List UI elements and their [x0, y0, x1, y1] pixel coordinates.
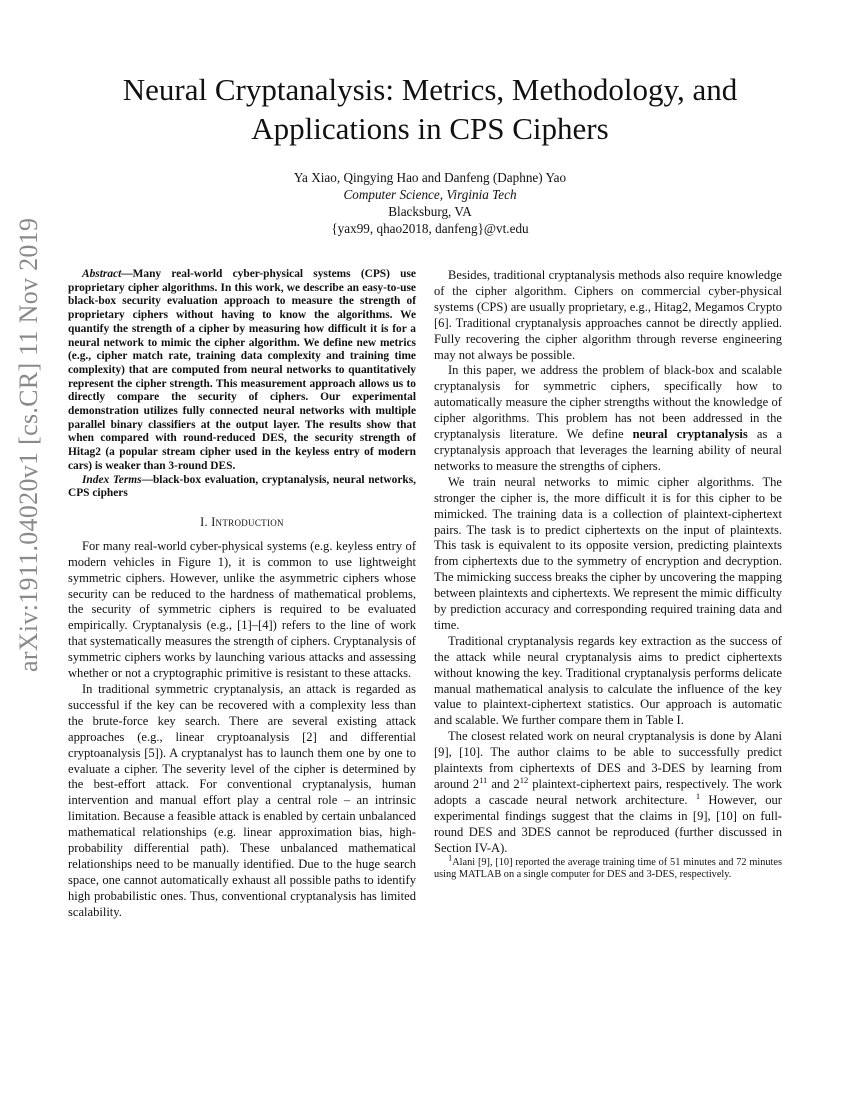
section-title: Introduction [211, 514, 284, 529]
author-block [200, 169, 660, 237]
affiliation: Computer Science, Virginia Tech [343, 187, 517, 202]
author-names: Ya Xiao, Qingying Hao and Danfeng (Daphne) Yao [293, 170, 567, 185]
footnote-ref[interactable]: 1 [695, 790, 701, 801]
neural-cryptanalysis-term: neural cryptanalysis [632, 427, 748, 442]
right-paragraph-4: Traditional cryptanalysis regards key extraction as the success of the attack while neural cryptanalysis aims to predict ciphertexts without knowing the key. Traditional cryptanalysis performs delicate manual mathematical analysis to calculate the influence of the key value to plaintext-ciphertext statistics. Our approach is automatic and scalable. We further compare them in Table I. [434, 633, 782, 728]
paper-title [70, 70, 790, 148]
p5-text-b: plaintext-ciphertext pairs, respectively. The work adopts a cascade neural network architecture. [434, 777, 782, 807]
index-terms-label: Index Terms [82, 473, 142, 486]
exponent-11: 11 [479, 774, 488, 785]
footnote-text: Alani [9], [10] reported the average training time of 51 minutes and 72 minutes using MATLAB on a single computer for DES and 3-DES, respectively. [434, 856, 782, 880]
right-paragraph-3: We train neural networks to mimic cipher algorithms. The stronger the cipher is, the more difficult it is for this cipher to be mimicked. The training data is a collection of plaintext-ciphertext pairs. The task is to predict ciphertexts on the input of plaintexts. This task is equivalent to its opposite version, predicting plaintexts from ciphertexts due to the symmetry of encryption and decryption. The mimicking success breaks the cipher by uncovering the mapping between plaintexts and ciphertexts. We represent the mimic difficulty by prediction accuracy and corresponding required training data and time. [434, 474, 782, 632]
section-heading [68, 515, 416, 531]
abstract-label: Abstract [82, 268, 122, 280]
footnote [434, 852, 782, 881]
title-line-2: Applications in CPS Ciphers [251, 111, 609, 146]
right-paragraph-5 [434, 729, 782, 856]
location: Blacksburg, VA [388, 204, 472, 219]
p5-text-mid: and 2 [487, 777, 520, 791]
right-paragraph-2 [434, 363, 782, 474]
exponent-12: 12 [519, 774, 529, 785]
emails: {yax99, qhao2018, danfeng}@vt.edu [331, 221, 529, 236]
right-column [434, 268, 782, 881]
p2-text-a: In this paper, we address the problem of black-box and scalable cryptanalysis for symmetric ciphers, specifically how to automatically measure the cipher strengths without the knowledge of cipher algorithms. This problem has not been addressed in the cryptanalysis literature. We define [434, 363, 782, 442]
index-terms-text: —black-box evaluation, cryptanalysis, neural networks, CPS ciphers [68, 473, 416, 500]
p5-text-c: However, our experimental findings suggest that the claims in [9], [10] on full-round DES and 3DES cannot be reproduced (further discussed in Section IV-A). [434, 792, 782, 855]
p5-text-a: The closest related work on neural cryptanalysis is done by Alani [9], [10]. The author claims to be able to successfully predict plaintexts from ciphertexts of DES and 3-DES by learning from around 2 [434, 729, 782, 791]
p2-text-b: as a cryptanalysis approach that leverages the learning ability of neural networks to measure the strengths of ciphers. [434, 427, 783, 473]
section-number: I. [200, 514, 212, 529]
arxiv-stamp: arXiv:1911.04020v1 [cs.CR] 11 Nov 2019 [14, 217, 43, 672]
right-paragraph-1: Besides, traditional cryptanalysis methods also require knowledge of the cipher algorithm. Ciphers on commercial cyber-physical systems (CPS) are usually proprietary, e.g., Hitag2, Megamos Crypto [6]. Traditional cryptanalysis approaches cannot be directly applied. Fully recovering the cipher algorithm through reverse engineering may not always be possible. [434, 268, 783, 362]
left-column [68, 268, 416, 921]
abstract [68, 268, 416, 474]
index-terms [68, 474, 416, 501]
abstract-text: —Many real-world cyber-physical systems (CPS) use proprietary cipher algorithms. In this work, we describe an easy-to-use black-box security evaluation approach to measure the strength of proprietary ciphers without having to know the algorithms. We quantify the strength of a cipher by measuring how difficult it is for a neural network to mimic the cipher algorithm. We define new metrics (e.g., cipher match rate, training data complexity and training time complexity) that are computed from neural networks to quantitatively represent the cipher strength. This measurement approach allows us to directly compare the security of ciphers. Our experimental demonstration utilizes fully connected neural networks with multiple parallel binary classifiers at the output layer. The results show that when compared with round-reduced DES, the security strength of Hitag2 (a popular stream cipher used in the keyless entry of modern cars) is weaker than 3-round DES. [68, 268, 416, 472]
left-paragraph-2: In traditional symmetric cryptanalysis, an attack is regarded as successful if the key can be recovered with a complexity less than the brute-force key search. There are several existing attack approaches (e.g., linear cryptoanalysis [2] and differential cryptoanalysis [5]). A cryptanalyst has to launch them one by one to evaluate a cipher. The severity level of the cipher is determined by the best-effort attack. For conventional cryptanalysis, human intervention and manual effort play a central role – an intrinsic limitation. Because a feasible attack is enabled by certain unbalanced mathematical relationships (e.g. linear approximation bias, high-probability differential path). These unbalanced mathematical relationships need to be manually identified. Due to the huge search space, one cannot automatically exhaust all possible paths to identify high probabilistic ones. Thus, conventional cryptanalysis has limited scalability. [68, 682, 416, 919]
title-line-1: Neural Cryptanalysis: Metrics, Methodology, and [122, 72, 738, 107]
footnote-mark: 1 [448, 852, 453, 863]
left-paragraph-1: For many real-world cyber-physical systems (e.g. keyless entry of modern vehicles in Figure 1), it is common to use lightweight symmetric ciphers. However, unlike the asymmetric ciphers whose security can be reduced to the hardness of mathematical problems, the security of symmetric ciphers is required to be evaluated empirically. Cryptanalysis (e.g., [1]–[4]) refers to the line of work that systematically measures the strength of ciphers. Cryptanalysis of symmetric ciphers works by launching various attacks and assessing whether or not a cryptographic primitive is resistant to these attacks. [68, 538, 416, 681]
